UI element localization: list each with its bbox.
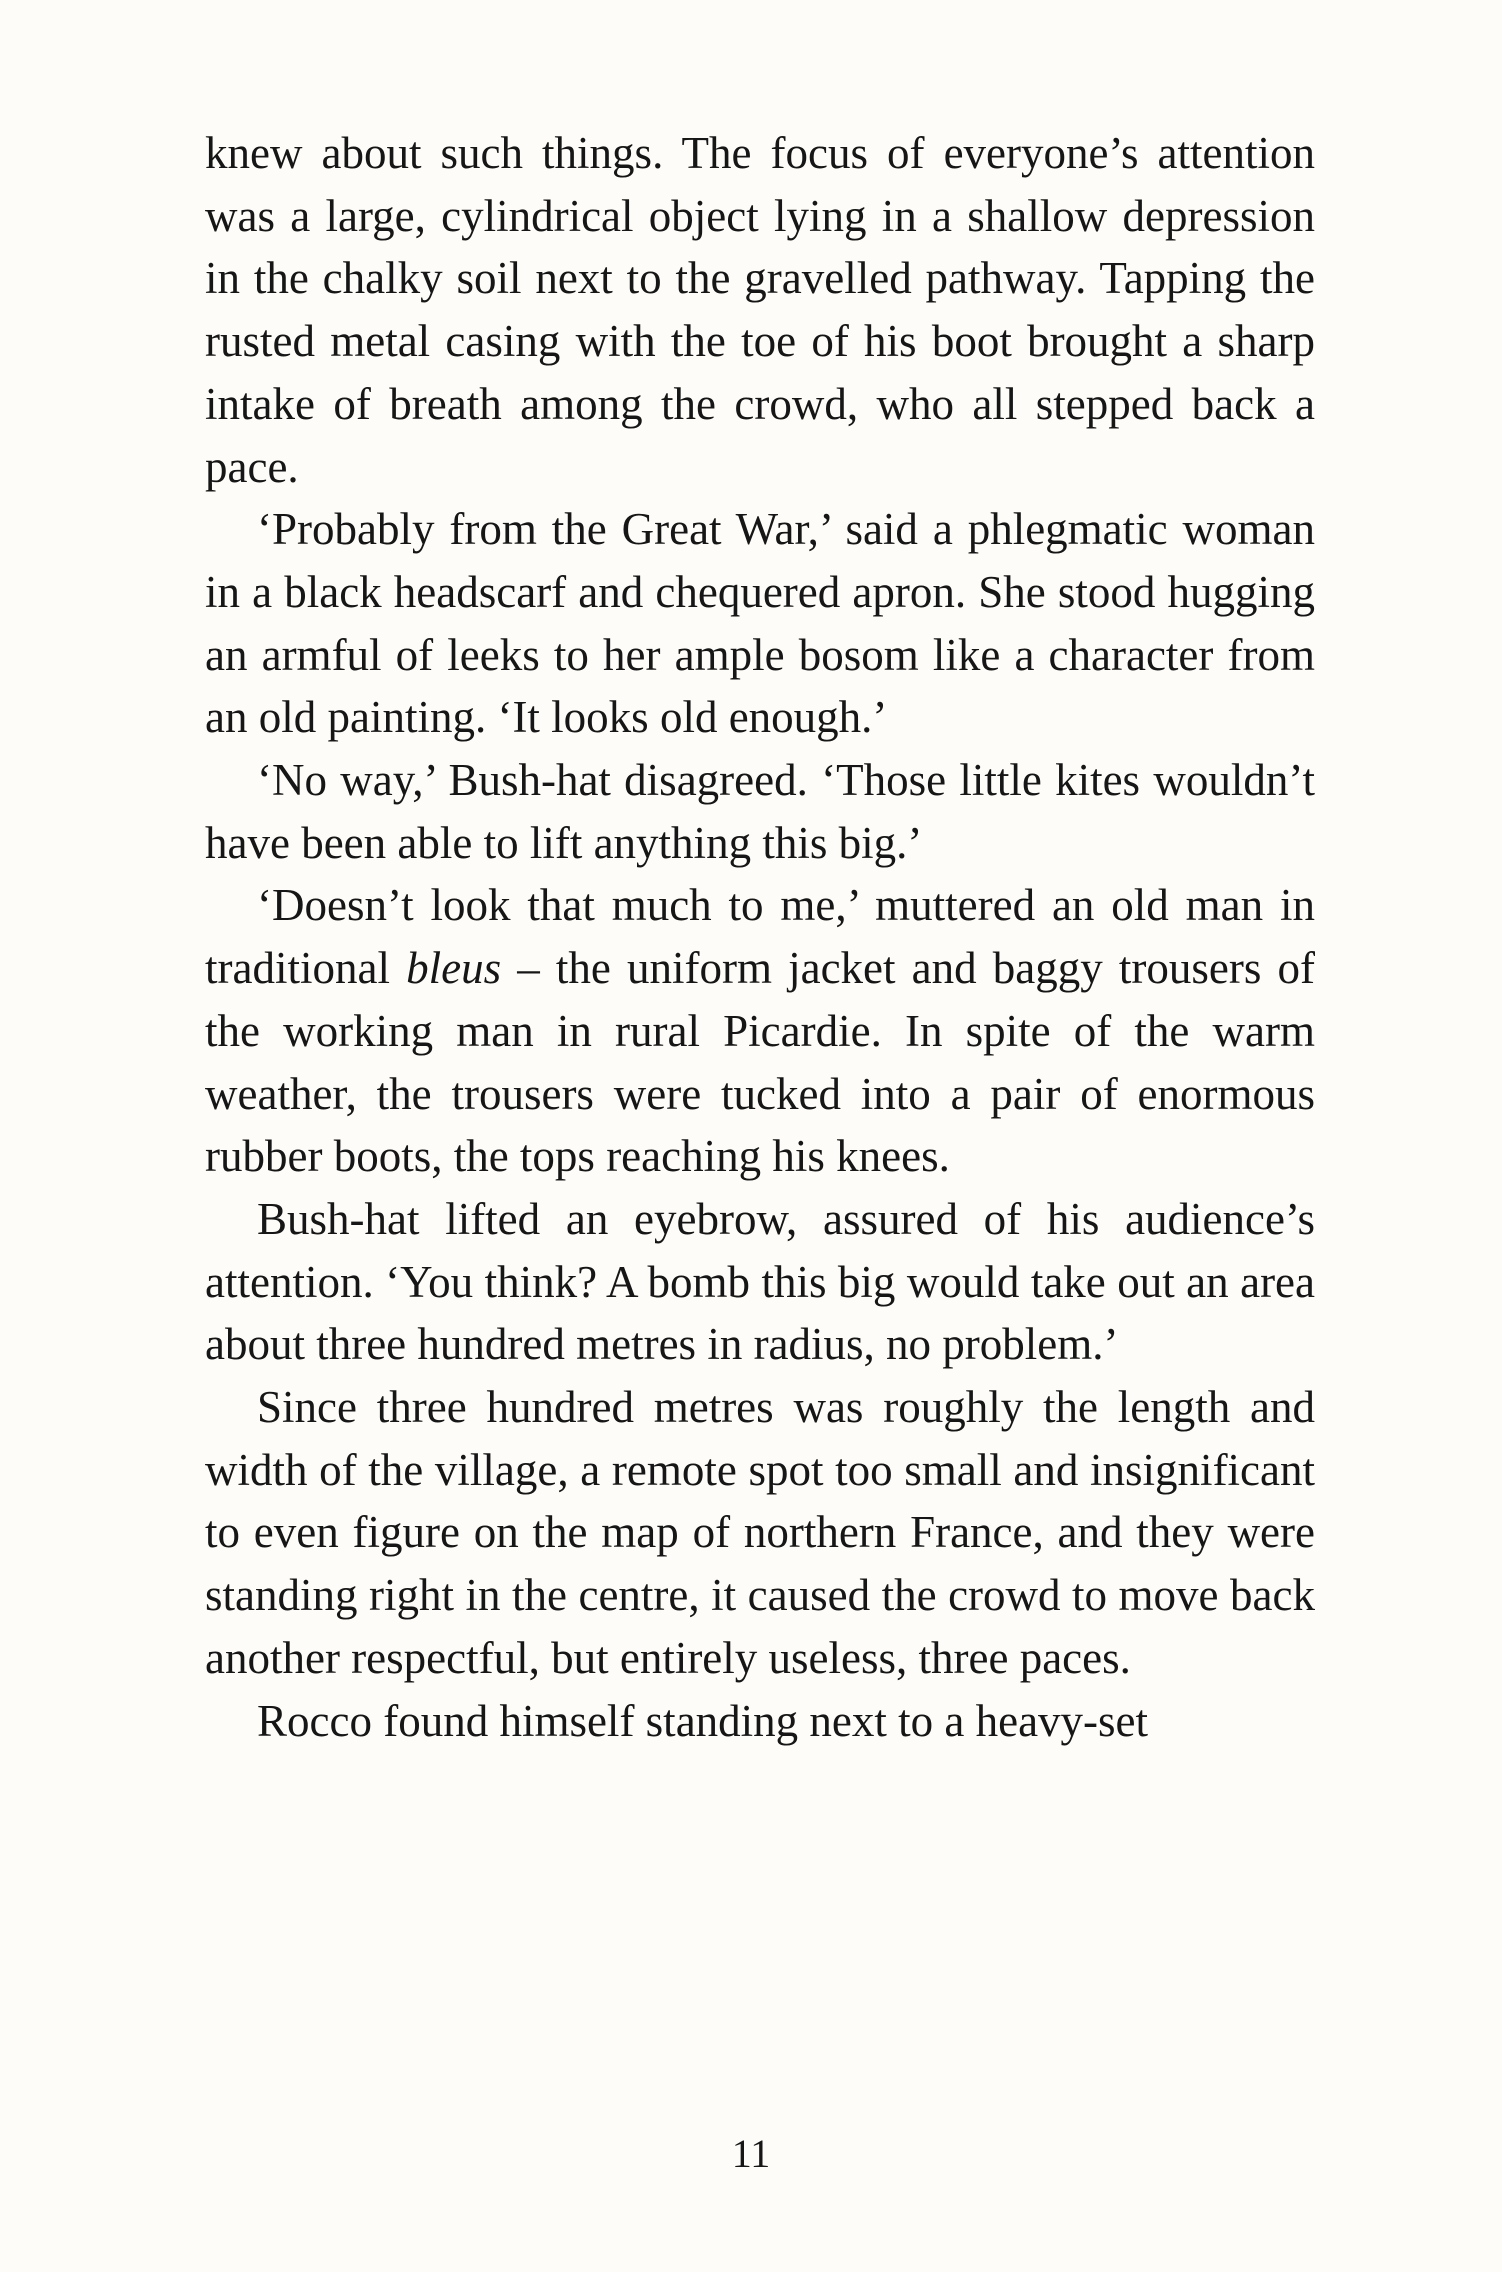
paragraph-4-end: – the uniform jacket and baggy trousers of the working man in rural Picardie. In spite of the warm weather, the trousers were tucked into a pair of enormous rubber boots, the tops reaching his knees. [205, 943, 1315, 1182]
body-text [205, 122, 1315, 1752]
paragraph-1: knew about such things. The focus of everyone’s attention was a large, cylindrical object lying in a shallow depression in the chalky soil next to the gravelled pathway. Tapping the rusted metal casing with the toe of his boot brought a sharp intake of breath among the crowd, who all stepped back a pace. [205, 128, 1315, 492]
paragraph-6: Since three hundred metres was roughly the length and width of the village, a remote spot too small and insignificant to even figure on the map of northern France, and they were standing right in the centre, it caused the crowd to move back another respectful, but entirely useless, three paces. [205, 1382, 1315, 1683]
paragraph-7: Rocco found himself standing next to a heavy-set [257, 1695, 1149, 1746]
paragraph-4-start: ‘Doesn’t look that much to me,’ muttered an old man in traditional [205, 880, 1315, 994]
paragraph-5: Bush-hat lifted an eyebrow, assured of his audience’s attention. ‘You think? A bomb this big would take out an area about three hundred metres in radius, no problem.’ [205, 1193, 1315, 1370]
paragraph-4 [205, 874, 1315, 1188]
paragraph-2: ‘Probably from the Great War,’ said a phlegmatic woman in a black headscarf and chequered apron. She stood hugging an armful of leeks to her ample bosom like a character from an old painting. ‘It looks old enough.’ [205, 504, 1315, 743]
paragraph-3: ‘No way,’ Bush-hat disagreed. ‘Those little kites wouldn’t have been able to lift anything this big.’ [205, 755, 1315, 868]
page-number: 11 [731, 2131, 771, 2176]
italic-term: bleus [406, 943, 502, 994]
